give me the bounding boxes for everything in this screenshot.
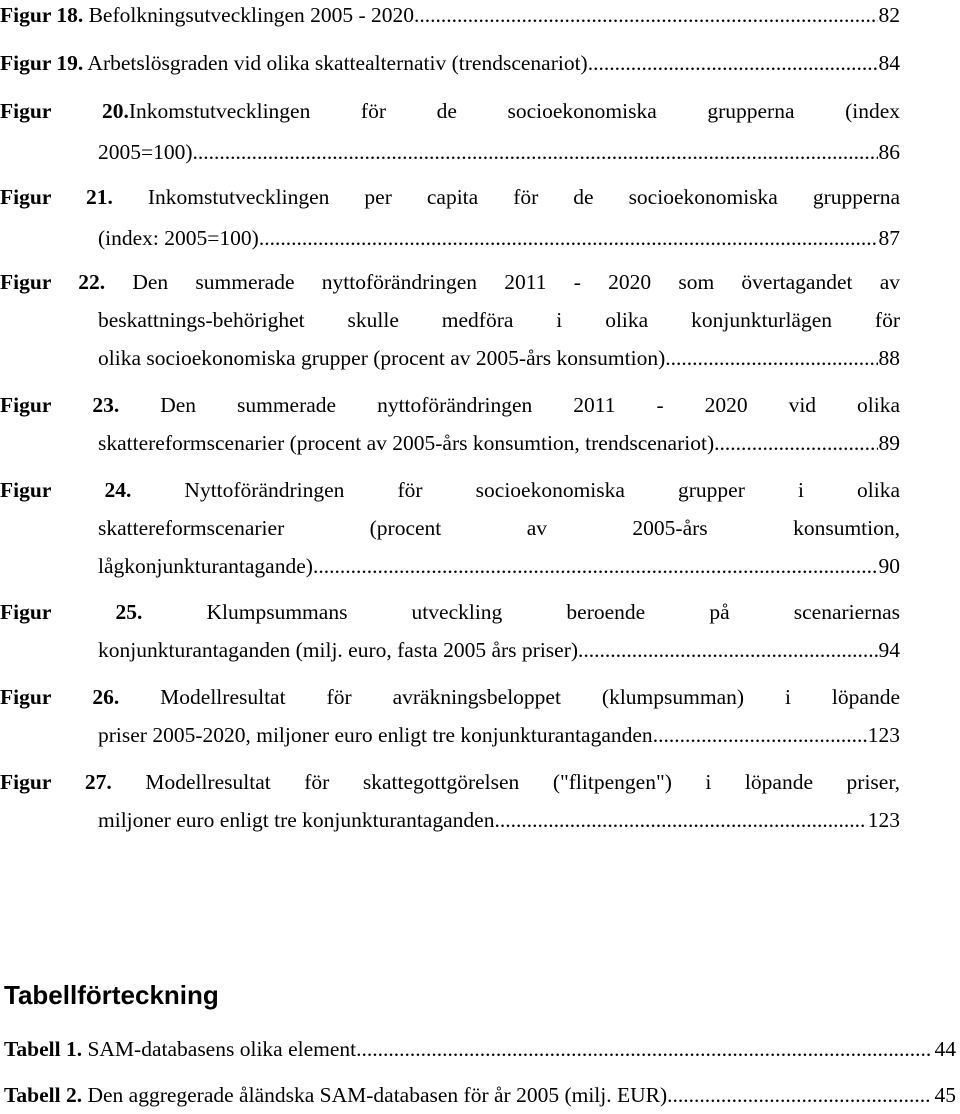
figure-title: Nyttoförändringen för socioekonomiska grupper i olika xyxy=(184,478,901,502)
toc-line xyxy=(98,223,900,253)
figure-title: Inkomstutvecklingen per capita för de socioekonomiska grupperna xyxy=(147,185,901,209)
section-heading-tables: Tabellförteckning xyxy=(4,980,219,1010)
figure-label: Figur xyxy=(0,600,52,624)
dot-leader xyxy=(665,343,877,373)
dot-leader xyxy=(588,48,878,78)
dot-leader xyxy=(259,223,878,253)
figure-number: 26. xyxy=(92,685,120,709)
figure-number: 23. xyxy=(92,393,120,417)
toc-line xyxy=(98,137,900,167)
toc-line xyxy=(98,805,900,835)
page-number: 123 xyxy=(867,808,900,832)
figure-title-cont: konjunkturantaganden (milj. euro, fasta 2005 års priser) xyxy=(98,638,579,662)
figure-title: Befolkningsutvecklingen 2005 - 2020 xyxy=(88,3,415,27)
figure-label: Figur 21. xyxy=(0,185,113,209)
toc-line xyxy=(98,635,900,665)
toc-line xyxy=(0,267,900,297)
page-number: 87 xyxy=(878,226,900,250)
toc-line xyxy=(0,597,900,627)
table-label: Tabell 1. xyxy=(4,1037,83,1061)
toc-line xyxy=(0,475,900,505)
figure-label: Figur xyxy=(0,685,52,709)
figure-title-cont: olika socioekonomiska grupper (procent av 2005-års konsumtion) xyxy=(98,346,666,370)
figure-number: 25. xyxy=(115,600,143,624)
toc-line xyxy=(0,48,900,78)
toc-line xyxy=(0,682,900,712)
dot-leader xyxy=(578,635,877,665)
table-title: SAM-databasens olika element xyxy=(87,1037,357,1061)
dot-leader xyxy=(313,551,878,581)
dot-leader xyxy=(653,720,867,750)
figure-title-cont: (index: 2005=100) xyxy=(98,226,259,250)
toc-line xyxy=(0,390,900,420)
figure-title-cont: beskattnings-behörighet skulle medföra i olika konjunkturlägen för xyxy=(98,308,900,332)
figure-title-cont: 2005=100) xyxy=(98,140,193,164)
toc-entry-tabell-1[interactable] xyxy=(4,1034,956,1064)
toc-line xyxy=(98,551,900,581)
toc-line xyxy=(0,0,900,30)
page-number: 123 xyxy=(867,723,900,747)
dot-leader xyxy=(193,137,878,167)
figure-number: 20. xyxy=(101,99,129,123)
figure-title-cont: lågkonjunkturantagande) xyxy=(98,554,313,578)
table-title: Den aggregerade åländska SAM-databasen för år 2005 (milj. EUR) xyxy=(87,1083,668,1107)
figure-number: 24. xyxy=(104,478,132,502)
toc-line xyxy=(0,182,900,212)
figure-number: 27. xyxy=(84,770,112,794)
page-number: 44 xyxy=(934,1037,956,1061)
toc-entry-tabell-2[interactable] xyxy=(4,1080,956,1110)
figure-title: Klumpsummans utveckling beroende på scenariernas xyxy=(206,600,900,624)
toc-line xyxy=(98,305,900,335)
page-number: 94 xyxy=(878,638,900,662)
figure-label: Figur xyxy=(0,99,52,123)
figure-title-cont: skattereformscenarier (procent av 2005-års konsumtion, xyxy=(98,516,900,540)
toc-line xyxy=(98,720,900,750)
figure-label: Figur xyxy=(0,393,52,417)
figure-title: Inkomstutvecklingen för de socioekonomiska grupperna (index xyxy=(128,99,901,123)
figure-title: Modellresultat för avräkningsbeloppet (klumpsumman) i löpande xyxy=(160,685,900,709)
figure-title-cont: skattereformscenarier (procent av 2005-års konsumtion, trendscenariot) xyxy=(98,431,715,455)
figure-label: Figur xyxy=(0,478,52,502)
figure-title: Den summerade nyttoförändringen 2011 - 2020 vid olika xyxy=(160,393,901,417)
figure-title-cont: miljoner euro enligt tre konjunkturantaganden xyxy=(98,808,495,832)
toc-line xyxy=(98,343,900,373)
page-number: 82 xyxy=(878,3,900,27)
page-number: 88 xyxy=(878,346,900,370)
page-number: 86 xyxy=(878,140,900,164)
dot-leader xyxy=(667,1080,930,1110)
toc-line xyxy=(98,428,900,458)
dot-leader xyxy=(494,805,866,835)
page-number: 45 xyxy=(934,1083,956,1107)
figure-title-cont: priser 2005-2020, miljoner euro enligt tre konjunkturantaganden xyxy=(98,723,653,747)
dot-leader xyxy=(356,1034,930,1064)
figure-label: Figur 22. xyxy=(0,270,106,294)
page-number: 90 xyxy=(878,554,900,578)
toc-line xyxy=(0,96,900,126)
table-label: Tabell 2. xyxy=(4,1083,83,1107)
page-number: 84 xyxy=(878,51,900,75)
dot-leader xyxy=(414,0,877,30)
figure-title: Den summerade nyttoförändringen 2011 - 2020 som övertagandet av xyxy=(132,270,900,294)
figure-title: Modellresultat för skattegottgörelsen ("flitpengen") i löpande priser, xyxy=(145,770,900,794)
dot-leader xyxy=(714,428,877,458)
figure-title: Arbetslösgraden vid olika skattealternativ (trendscenariot) xyxy=(87,51,588,75)
toc-line xyxy=(98,513,900,543)
page-number: 89 xyxy=(878,431,900,455)
figure-label: Figur 19. xyxy=(0,51,84,75)
figure-label: Figur xyxy=(0,770,52,794)
figure-label: Figur 18. xyxy=(0,3,84,27)
toc-line xyxy=(0,767,900,797)
